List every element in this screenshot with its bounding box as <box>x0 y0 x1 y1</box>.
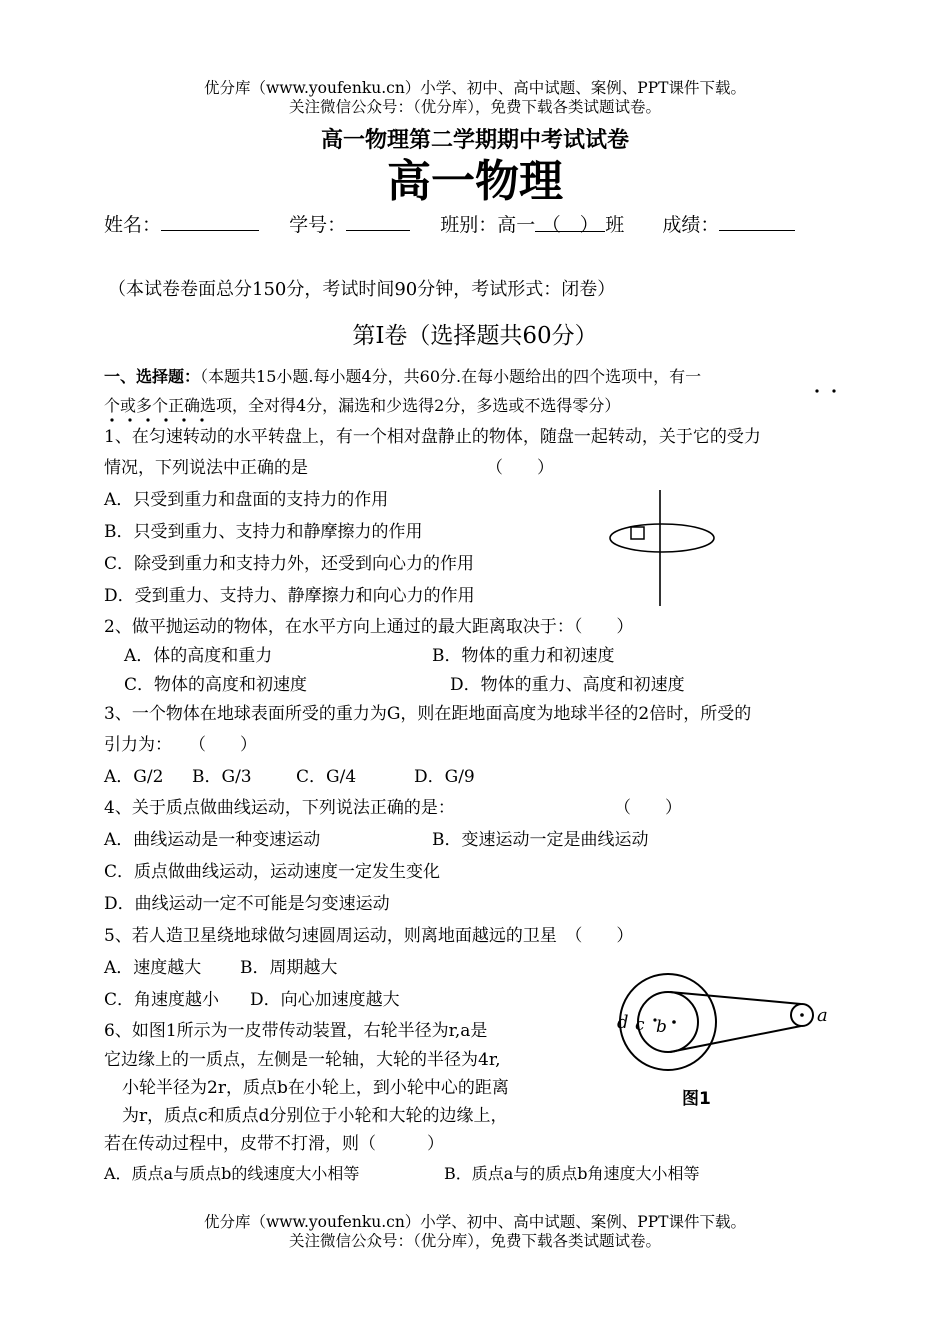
q5-option-c[interactable]: C．角速度越小 <box>104 990 220 1010</box>
section-desc-1: （本题共15小题.每小题4分，共60分.在每小题给出的四个选项中，有一 <box>200 367 702 386</box>
q3-stem-1: 3、一个物体在地球表面所受的重力为G，则在距地面高度为地球半径的2倍时，所受的 <box>104 704 752 724</box>
section-heading: 一、选择题： <box>104 367 201 386</box>
q1-option-c[interactable]: C．除受到重力和支持力外，还受到向心力的作用 <box>104 554 475 574</box>
q3-stem-2: 引力为： （ ） <box>104 735 257 755</box>
label-b: b <box>656 1017 667 1037</box>
q2-option-d[interactable]: D．物体的重力、高度和初速度 <box>450 675 685 695</box>
student-id-label: 学号： <box>289 214 347 236</box>
q6-option-a[interactable]: A．质点a与质点b的线速度大小相等 <box>104 1164 360 1183</box>
footer-line-2: 关注微信公众号：（优分库），免费下载各类试题试卷。 <box>288 1232 661 1250</box>
q1-stem-1: 1、在匀速转动的水平转盘上，有一个相对盘静止的物体，随盘一起转动，关于它的受力 <box>104 427 761 447</box>
q6-line-4: 为r，质点c和质点d分别位于小轮和大轮的边缘上， <box>122 1106 508 1126</box>
q6-option-b[interactable]: B．质点a与的质点b角速度大小相等 <box>444 1164 700 1183</box>
exam-note: （本试卷卷面总分150分，考试时间90分钟，考试形式：闭卷） <box>108 279 616 300</box>
q5-stem: 5、若人造卫星绕地球做匀速圆周运动，则离地面越远的卫星 （ ） <box>104 926 634 946</box>
q1-stem-2: 情况，下列说法中正确的是 <box>104 458 308 478</box>
section-desc-2: 个或多个正确选项，全对得4分，漏选和少选得2分，多选或不选得零分） <box>104 396 621 415</box>
class-suffix: 班 <box>605 214 625 236</box>
q4-answer-paren[interactable]: （ ） <box>614 798 682 818</box>
q3-option-b[interactable]: B．G/3 <box>192 767 252 787</box>
header-line-1: 优分库（www.youfenku.cn）小学、初中、高中试题、案例、PPT课件下载。 <box>203 79 747 97</box>
figure-caption: 图1 <box>682 1089 711 1109</box>
footer-line-1: 优分库（www.youfenku.cn）小学、初中、高中试题、案例、PPT课件下载。 <box>203 1213 747 1231</box>
q6-line-5: 若在传动过程中，皮带不打滑，则（ ） <box>104 1134 444 1154</box>
q4-option-a[interactable]: A．曲线运动是一种变速运动 <box>104 830 321 850</box>
q6-line-3: 小轮半径为2r，质点b在小轮上，到小轮中心的距离 <box>122 1078 509 1098</box>
belt-drive-figure <box>600 970 840 1110</box>
q5-option-b[interactable]: B．周期越大 <box>240 958 338 978</box>
q1-option-b[interactable]: B．只受到重力、支持力和静摩擦力的作用 <box>104 522 423 542</box>
q6-line-1: 6、如图1所示为一皮带传动装置，右轮半径为r,a是 <box>104 1021 488 1041</box>
q1-answer-paren[interactable]: （ ） <box>486 458 554 478</box>
turntable-figure <box>600 490 730 608</box>
object-block <box>631 527 644 539</box>
q2-option-a[interactable]: A．体的高度和重力 <box>124 646 273 666</box>
small-wheel <box>638 992 698 1052</box>
q2-stem: 2、做平抛运动的物体，在水平方向上通过的最大距离取决于：（ ） <box>104 617 634 637</box>
header-line-2: 关注微信公众号：（优分库），免费下载各类试题试卷。 <box>288 98 661 116</box>
q3-option-d[interactable]: D．G/9 <box>414 767 475 787</box>
q2-option-b[interactable]: B．物体的重力和初速度 <box>432 646 615 666</box>
q4-option-b[interactable]: B．变速运动一定是曲线运动 <box>432 830 649 850</box>
subject-title: 高一物理 <box>387 156 563 207</box>
part-title: 第Ⅰ卷（选择题共60分） <box>352 323 598 349</box>
belt-bottom <box>670 1026 801 1052</box>
label-a: a <box>817 1005 828 1026</box>
q1-option-d[interactable]: D．受到重力、支持力、静摩擦力和向心力的作用 <box>104 586 475 606</box>
q3-option-a[interactable]: A．G/2 <box>104 767 164 787</box>
class-label: 班别：高一 <box>440 214 536 236</box>
q4-option-d[interactable]: D．曲线运动一定不可能是匀变速运动 <box>104 894 390 914</box>
label-c: c <box>635 1015 645 1035</box>
name-label: 姓名： <box>104 214 162 236</box>
exam-title: 高一物理第二学期期中考试试卷 <box>320 127 629 153</box>
label-d: d <box>617 1012 629 1033</box>
q4-stem: 4、关于质点做曲线运动，下列说法正确的是： <box>104 798 455 818</box>
q5-option-a[interactable]: A．速度越大 <box>104 958 202 978</box>
q6-line-2: 它边缘上的一质点，左侧是一轮轴，大轮的半径为4r, <box>104 1050 501 1070</box>
emphasis-dots <box>0 0 950 430</box>
q2-option-c[interactable]: C．物体的高度和初速度 <box>124 675 308 695</box>
q5-option-d[interactable]: D．向心加速度越大 <box>250 990 400 1010</box>
score-label: 成绩： <box>662 214 720 236</box>
class-blank[interactable]: （ ） <box>535 213 605 232</box>
q3-option-c[interactable]: C．G/4 <box>296 767 357 787</box>
q4-option-c[interactable]: C．质点做曲线运动，运动速度一定发生变化 <box>104 862 441 882</box>
q1-option-a[interactable]: A．只受到重力和盘面的支持力的作用 <box>104 490 389 510</box>
